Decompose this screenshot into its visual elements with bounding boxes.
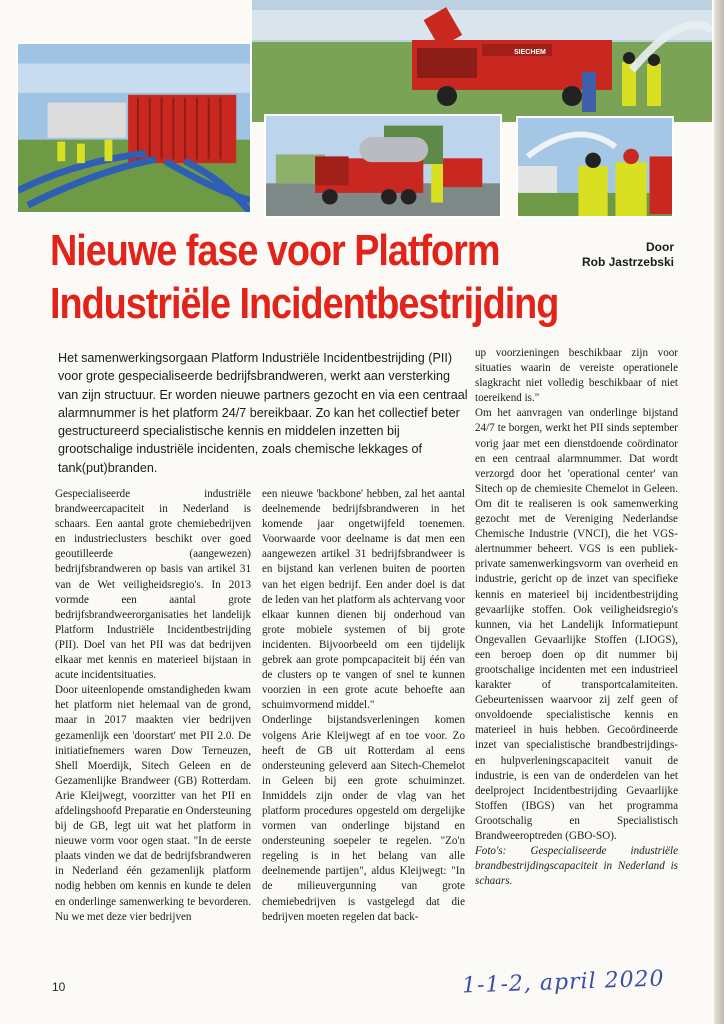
truck-label: SIECHEM bbox=[514, 49, 546, 56]
paragraph: Door uiteenlopende omstandigheden kwam het platform niet helemaal van de grond, maar in 2017 maakten vier bedrijven gezamenlijk een 'doorstart' met PII 2.0. De initiatiefnemers waren Dow Terneuzen, Shell Moerdijk, Sitech Geleen en de Gezamenlijke Brandweer (GB) Rotterdam. Arie Kleijwegt, voorzitter van het PII en afdelingshoofd Preparatie en Ondersteuning bij de GB, legt uit wat het platform in nieuwe vorm voor ogen staat. "In de eerste plaats vinden we dat de bedrijfsbrandweren in Nederland één gezamenlijk platform nodig hebben om kennis en kunde te delen en onderlinge samenwerking te bevorderen. Nu we met deze vier bedrijven bbox=[55, 684, 251, 923]
photo-caption: Foto's: Gespecialiseerde industriële brandbestrijdingscapaciteit in Nederland is schaars. bbox=[475, 845, 678, 888]
article-intro: Het samenwerkingsorgaan Platform Industriële Incidentbestrijding (PII) voor grote gespecialiseerde bedrijfsbrandweren, werkt aan versterking van zijn structuur. Er worden nieuwe partners gezocht en via een centraal alarmnummer is het platform 24/7 bereikbaar. Zo kan het collectief beter gestructureerd specialistische kennis en middelen inzetten bij grootschalige industriële incidenten, zoals chemische lekkages of tank(put)branden. bbox=[58, 351, 468, 475]
paragraph: Om het aanvragen van onderlinge bijstand 24/7 te borgen, werkt het PII sinds september vorig jaar met een dienstdoende coördinator en een centraal alarmnummer. Dat wordt verzorgd door het 'operational center' van Sitech op de chemiesite Chemelot in Geleen. Om dit te realiseren is ook samenwerking gezocht met de Vereniging Nederlandse Chemische Industrie (VNCI), die het VGS-alertnummer beheert. VGS is een publiek-private samenwerkingsvorm van overheid en industrie, gericht op de inzet van specifieke kennis en materieel bij incidentbestrijding gevaarlijke stoffen. Ook veiligheidsregio's kunnen, via het Landelijk Informatiepunt Ongevallen Gevaarlijke Stoffen (LIOGS), een beroep doen op dit nummer bij grootschalige incidenten met een industrieel karakter of transportcalamiteiten. Gebeurtenissen waarvoor zij zelf geen of onvoldoende specialistische kennis en materieel in huis hebben. Gecoördineerde inzet van specialistische brandbestrijdings- en hulpverleningscapaciteit vanuit de industrie, is een van de onderdelen van het deelproject Incidentbestrijding Gevaarlijke Stoffen (IBGS) van het programma Grootschalig en Specialistisch Brandweeroptreden (GBO-SO). bbox=[475, 407, 678, 842]
article-title-line1: Nieuwe fase voor Platform bbox=[50, 226, 500, 275]
byline bbox=[578, 240, 674, 270]
page-number: 10 bbox=[52, 980, 66, 994]
body-column-3 bbox=[475, 346, 678, 889]
handwritten-note: 1-1-2, april 2020 bbox=[461, 966, 665, 999]
paragraph: Gespecialiseerde industriële brandweercapaciteit in Nederland is schaars. Een aantal grote chemiebedrijven en industrieclusters beschikt over goed geoutilleerde (aangewezen) bedrijfsbrandweren op basis van artikel 31 van de Wet veiligheidsregio's. In 2013 vormde een aantal grote bedrijfsbrandweerorganisaties het landelijk Platform Industriële Incidentbestrijding (PII). Doel van het PII was dat bedrijven elkaar met kennis en materieel bijstaan in acute incidentsituaties. bbox=[55, 488, 251, 682]
article-title-line2: Industriële Incidentbestrijding bbox=[50, 279, 559, 328]
page-spine-shadow bbox=[714, 0, 724, 1024]
photo-tank-truck bbox=[264, 114, 502, 218]
byline-label: Door bbox=[646, 240, 674, 254]
body-column-1 bbox=[55, 487, 251, 925]
byline-author: Rob Jastrzebski bbox=[581, 255, 674, 269]
photo-water-cannon bbox=[252, 0, 712, 122]
paragraph: een nieuwe 'backbone' hebben, zal het aantal deelnemende bedrijfsbrandweren in het komende jaar ongetwijfeld toenemen. Voorwaarde voor deelname is dat men een aangewezen artikel 31 bedrijfsbrandweer is en bijstand kan verlenen buiten de poorten van het eigen bedrijf. Een ander doel is dat de leden van het platform als achtervang voor elkaar kunnen dienen bij onderhoud van grote mobiele systemen of bij grote incidenten. Bijvoorbeeld om een tijdelijk gebrek aan grote pompcapaciteit bij één van de clusters op te vangen of snel te kunnen voorzien in een grote acute behoefte aan schuimvormend middel." bbox=[262, 488, 465, 712]
photo-firefighters bbox=[516, 116, 674, 218]
paragraph: up voorzieningen beschikbaar zijn voor situaties waarin de vereiste operationele slagkracht niet volledig beschikbaar of niet toereikend is." bbox=[475, 347, 678, 405]
paragraph: Onderlinge bijstandsverleningen komen volgens Arie Kleijwegt af en toe voor. Zo heeft de GB uit Rotterdam al eens ondersteuning geleverd aan Sitech-Chemelot in Geleen bij een grote schuiminzet. Inmiddels zijn onder de vlag van het platform procedures opgesteld om dergelijke vormen van onderlinge bijstand en ondersteuning soepeler te regelen. "Zo'n regeling is in het belang van alle deelnemende partijen", aldus Kleijwegt: "In de milieuvergunning van grote chemiebedrijven is vastgelegd dat die bedrijven moeten regelen dat back- bbox=[262, 714, 465, 923]
photo-hose-container bbox=[16, 42, 252, 214]
body-column-2 bbox=[262, 487, 465, 925]
